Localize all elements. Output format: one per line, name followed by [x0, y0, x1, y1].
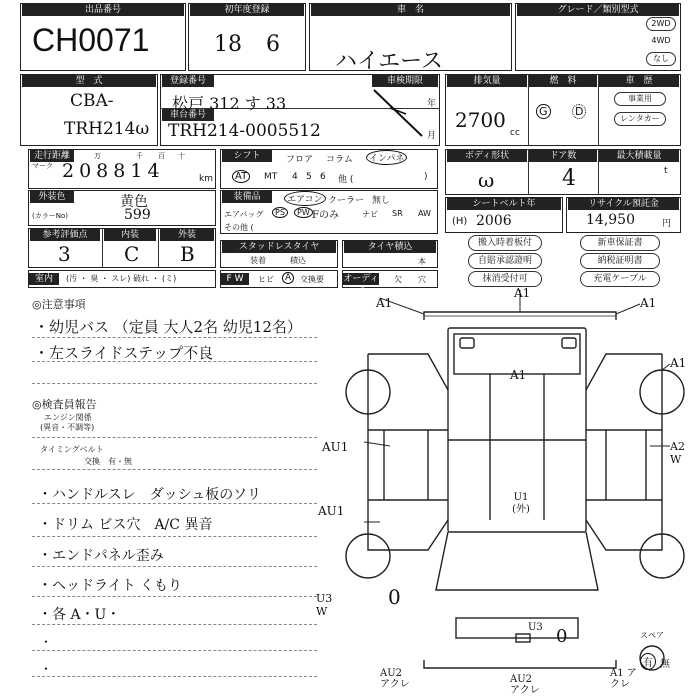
bullet-6: ・ — [40, 635, 53, 649]
mileage-value: 208814 — [62, 160, 165, 182]
spare-label: スペア — [640, 631, 664, 640]
equip-none: 無し — [372, 196, 391, 206]
exterior-value: B — [180, 242, 195, 266]
equip-navi: ナビ — [362, 210, 378, 219]
room-label: 室内 — [29, 273, 59, 285]
equip-sr: SR — [392, 209, 403, 218]
reg-no-label: 登録番号 — [162, 75, 214, 87]
belt-prefix: (H) — [452, 216, 468, 227]
mileage-label: 走行距離 — [30, 150, 74, 162]
inspection-year-unit: 年 — [427, 99, 437, 109]
shift-5: 5 — [306, 172, 312, 182]
belt-label: シートベルト年 — [447, 198, 561, 210]
equipment-label: 装備品 — [222, 191, 272, 203]
spare-no: 無 — [660, 659, 670, 670]
fuel-label: 燃 料 — [529, 75, 597, 87]
damage-mark-13: AU2 アクレ — [510, 674, 540, 696]
studless-loaded: 積込 — [290, 256, 306, 265]
history-business: 事業用 — [614, 92, 666, 106]
engine-label: エンジン関係 — [44, 413, 92, 422]
charge-cable-button: 充電ケーブル — [580, 271, 660, 287]
audio-missing: 欠 — [394, 275, 402, 284]
damage-mark-4: A1 — [510, 368, 527, 382]
recycle-label: リサイクル預託金 — [568, 198, 679, 210]
audio-hole: 穴 — [418, 275, 426, 284]
recycle-value: 14,950 — [586, 212, 635, 228]
capacity-unit: t — [664, 166, 668, 176]
note-line-2: ・左スライドステップ不良 — [34, 344, 214, 362]
fw-replace: 交換要 — [300, 275, 324, 284]
inspector-item-3: ・エンドパネル歪み — [38, 548, 164, 564]
bullet-7: ・ — [40, 662, 53, 676]
exterior-label: 外装 — [160, 229, 214, 241]
color-label: 外装色 — [30, 191, 74, 203]
damage-mark-12: AU2 アクレ — [380, 668, 410, 690]
shift-floor: フロア — [286, 155, 314, 165]
shift-label: シフト — [222, 150, 272, 162]
car-name-label: 車 名 — [311, 4, 510, 16]
fuel-gasoline: G — [536, 104, 551, 119]
equip-cooler: クーラー — [328, 196, 365, 206]
registration-month: 6 — [266, 32, 280, 57]
engine-sub: (異音・不調等) — [40, 423, 95, 432]
damage-mark-3: A1 — [640, 296, 657, 310]
damage-mark-5: A1 — [670, 356, 687, 370]
timing-belt-label: タイミングベルト — [40, 445, 104, 454]
damage-mark-9: U1 (外) — [512, 492, 530, 515]
model-type-1: CBA- — [70, 91, 114, 111]
mileage-place-ju: 十 — [178, 152, 185, 160]
recycle-unit: 円 — [662, 219, 672, 229]
inspector-item-5: ・各 A・U・ — [38, 607, 121, 623]
fuel-diesel: D — [572, 104, 586, 119]
studless-installed: 装着 — [250, 256, 266, 265]
belt-year: 2006 — [476, 213, 512, 229]
mileage-place-man: 万 — [94, 152, 101, 160]
grade-label: グレード／類別型式 — [517, 4, 679, 16]
inspector-item-4: ・ヘッドライト くもり — [38, 578, 183, 594]
equip-ps: PS — [272, 207, 288, 218]
fw-crack: ヒビ — [258, 275, 274, 284]
mileage-unit: km — [199, 174, 213, 184]
drive-4wd: 4WD — [646, 34, 676, 48]
inspection-month-unit: 月 — [427, 131, 437, 141]
chassis-number: TRH214-0005512 — [168, 121, 321, 141]
damage-mark-2: A1 — [514, 286, 531, 300]
history-label: 車 歴 — [599, 75, 679, 87]
shift-at: AT — [232, 170, 250, 183]
doors-label: ドア数 — [529, 150, 597, 162]
registration-year: 18 — [214, 32, 242, 57]
inspection-label: 車検期限 — [372, 75, 438, 87]
inspection-cross-icon — [370, 86, 430, 142]
tire-unit: 本 — [418, 257, 426, 266]
color-code-label: (カラーNo) — [32, 212, 68, 220]
shift-other: 他 ( — [338, 175, 354, 185]
displacement-value: 2700 — [455, 108, 506, 132]
shift-6: 6 — [320, 172, 326, 182]
shift-4: 4 — [292, 172, 298, 182]
mileage-place-hyaku: 百 — [158, 152, 165, 160]
lot-number-label: 出品番号 — [22, 4, 184, 16]
score-label: 参考評価点 — [30, 229, 100, 241]
new-car-warranty-button: 新車保証書 — [580, 235, 660, 251]
color-value: 黄色 — [120, 194, 148, 210]
tax-cert-button: 納税証明書 — [580, 253, 660, 269]
studless-label: スタッドレスタイヤ — [222, 241, 336, 253]
tire-label: タイヤ積込 — [344, 241, 436, 253]
damage-mark-14: A1 アクレ — [610, 668, 637, 690]
registration-number: 松戸 312 す 33 — [172, 94, 287, 113]
damage-mark-8: AU1 — [318, 504, 345, 518]
delivery-board-button: 搬入時着板付 — [468, 235, 542, 251]
inspector-item-2: ・ドリム ビス穴 A/C 異音 — [38, 517, 213, 533]
first-registration-label: 初年度登録 — [190, 4, 304, 16]
damage-mark-7: A2 W — [670, 440, 685, 466]
cancellation-button: 抹消受付可 — [468, 271, 542, 287]
equip-other: その他 ( — [224, 223, 254, 232]
shift-column: コラム — [326, 155, 353, 165]
equip-airbag: エアバッグ — [224, 210, 264, 219]
zero-mark-rear-left: 0 — [388, 585, 401, 609]
body-shape-value: ω — [478, 168, 495, 192]
color-code: 599 — [124, 207, 151, 223]
history-rental: レンタカー — [614, 112, 666, 126]
capacity-label: 最大積載量 — [599, 150, 679, 162]
inspector-item-1: ・ハンドルスレ ダッシュ板のソリ — [38, 487, 262, 503]
displacement-unit: cc — [510, 128, 520, 138]
equip-pw: PW — [294, 207, 313, 218]
notes-label: ◎注意事項 — [32, 298, 86, 311]
fw-label: F W — [221, 273, 249, 285]
mileage-mark: マーク — [32, 162, 53, 170]
lot-number: CH0071 — [32, 22, 150, 58]
equip-aircon: エアコン — [284, 191, 326, 206]
model-type-label: 型 式 — [22, 75, 156, 87]
fw-mark: A — [282, 272, 294, 284]
room-conditions: (汚 ・ 臭 ・ スレ) 破れ ・ (ミ) — [66, 274, 177, 283]
damage-mark-1: A1 — [376, 296, 393, 310]
chassis-label: 車台番号 — [162, 109, 214, 121]
damage-mark-10: U3 W — [316, 592, 333, 618]
inspector-label: ◎検査員報告 — [32, 398, 97, 411]
mileage-place-sen: 千 — [136, 152, 143, 160]
zero-mark-rear: 0 — [556, 626, 568, 647]
drive-none: なし — [646, 52, 676, 66]
interior-value: C — [124, 242, 140, 266]
interior-label: 内装 — [104, 229, 156, 241]
equip-pw-note: Fのみ — [312, 210, 339, 221]
liability-cert-button: 自賠承認證明 — [468, 253, 542, 269]
model-type-2: TRH214ω — [64, 119, 150, 139]
drive-2wd: 2WD — [646, 17, 676, 31]
displacement-label: 排気量 — [447, 75, 527, 87]
damage-mark-6: AU1 — [322, 440, 349, 454]
equip-aw: AW — [418, 209, 431, 218]
shift-mt: MT — [264, 172, 278, 182]
shift-instrument-panel: インパネ — [366, 150, 407, 165]
spare-yes: 有 — [640, 653, 656, 670]
car-name: ハイエース — [335, 49, 444, 74]
score-value: 3 — [58, 242, 71, 266]
damage-mark-11: U3 — [528, 622, 543, 633]
body-shape-label: ボディ形状 — [447, 150, 527, 162]
shift-other-close: ) — [424, 172, 428, 182]
doors-value: 4 — [562, 166, 576, 191]
audio-label: オーディオ — [343, 274, 379, 296]
timing-belt-options: 交換 有・無 — [84, 457, 132, 466]
note-line-1: ・幼児バス （定員 大人2名 幼児12名） — [34, 318, 302, 336]
